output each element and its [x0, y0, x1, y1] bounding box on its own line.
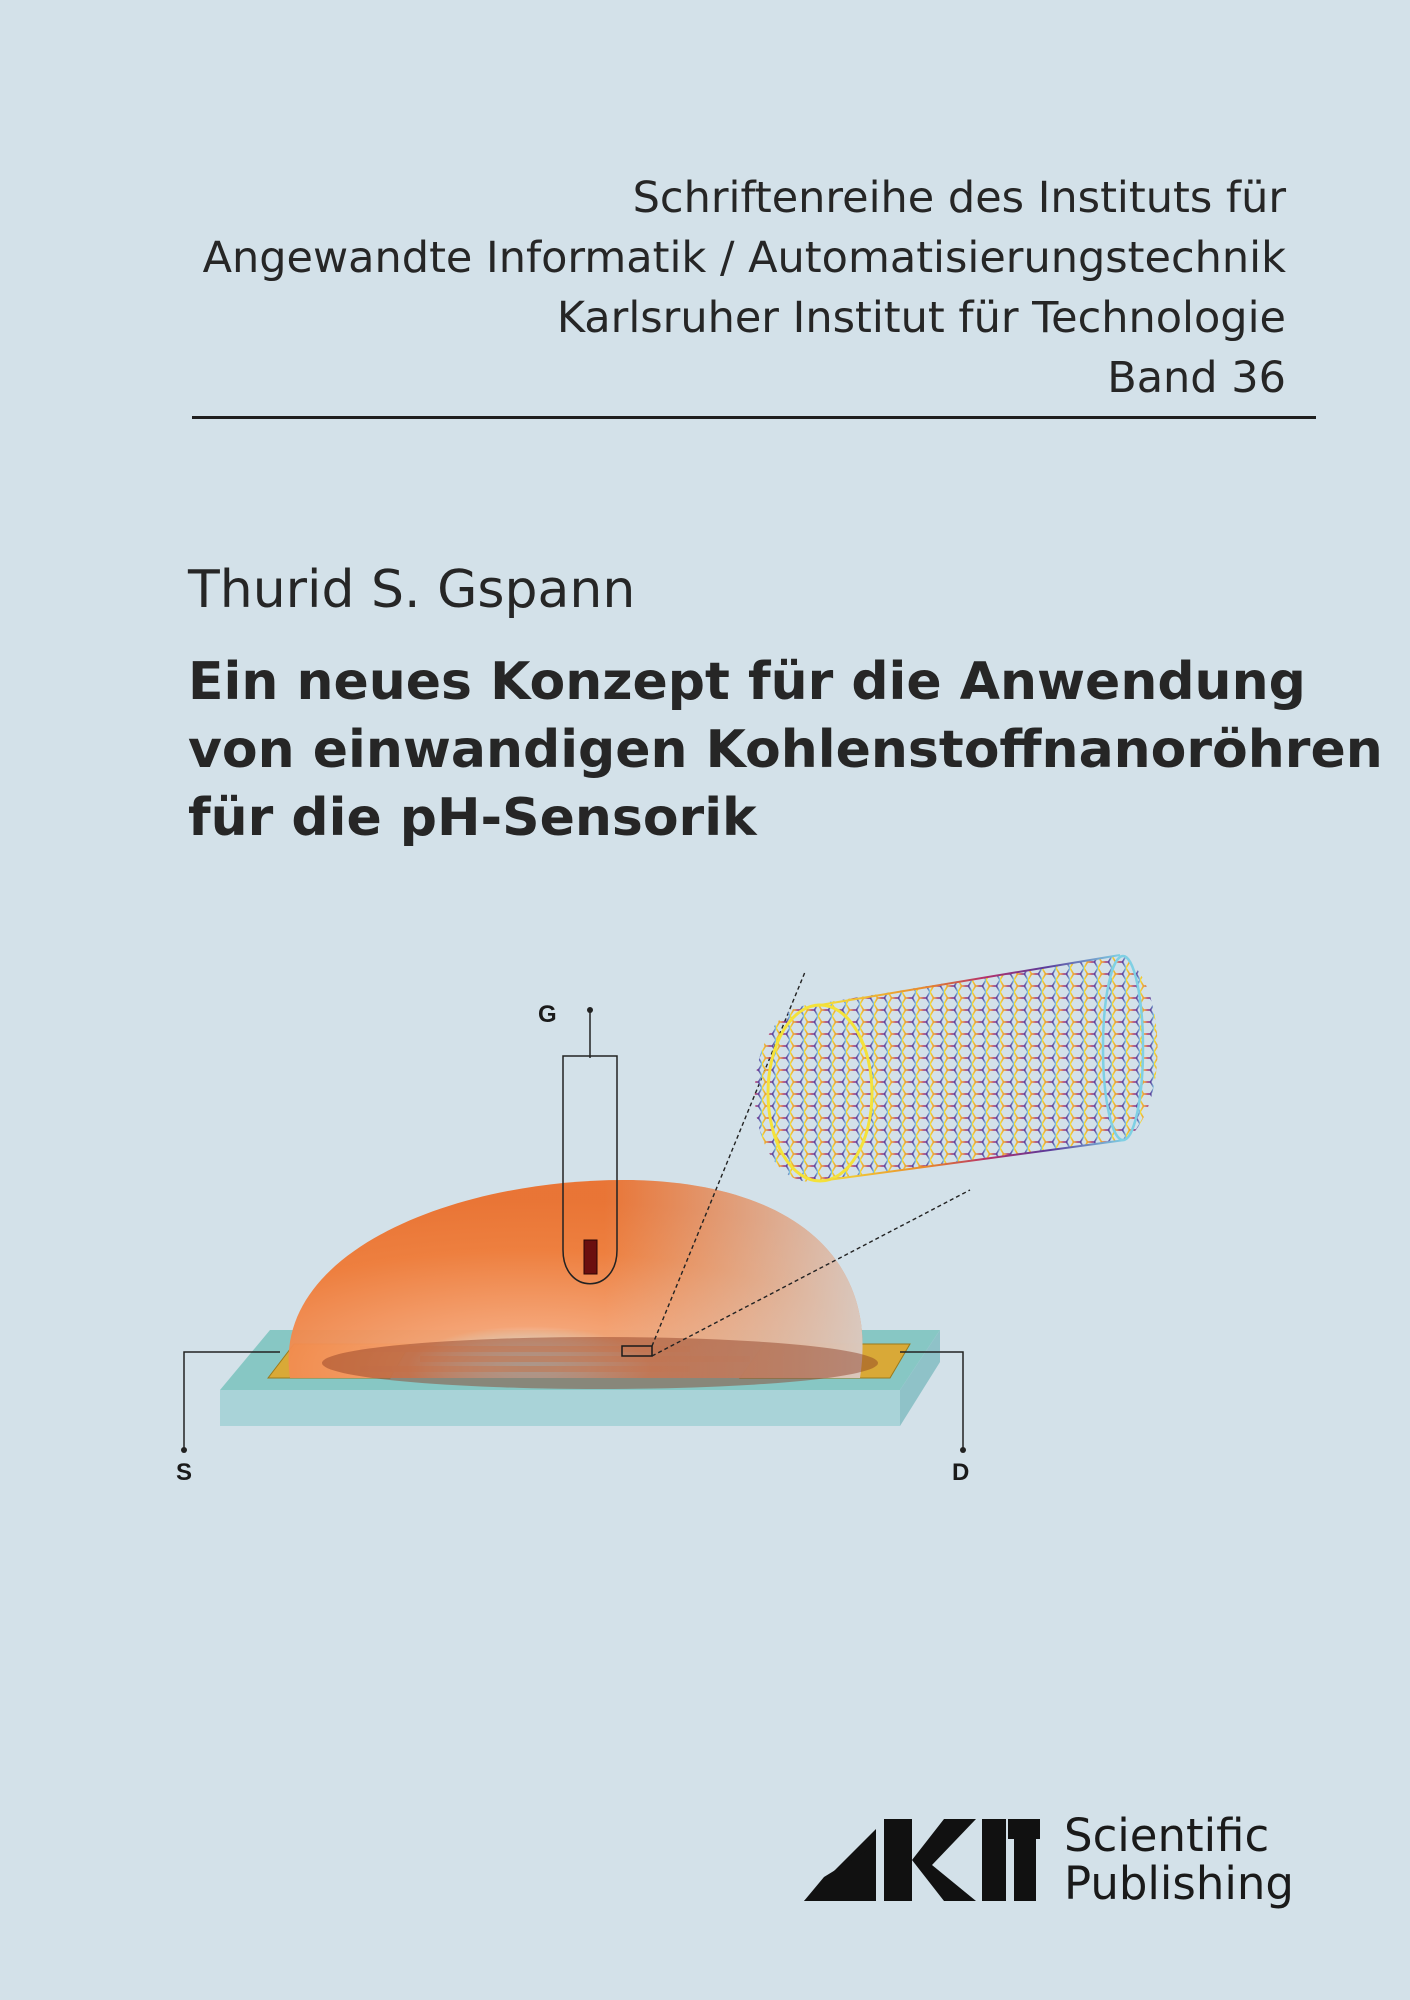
series-line-1: Schriftenreihe des Instituts für: [632, 173, 1286, 223]
nanotube-illustration: [750, 950, 1170, 1190]
book-title: [188, 648, 1383, 852]
title-line-2: von einwandigen Kohlenstoffnanoröhren: [188, 720, 1383, 780]
publisher-line-1: Scientific: [1064, 1809, 1270, 1862]
divider-line: [192, 416, 1316, 419]
gate-electrode-tip: [584, 1240, 597, 1274]
kit-logo: [804, 1815, 1040, 1905]
title-line-3: für die pH-Sensorik: [188, 788, 757, 848]
substrate-front: [220, 1390, 900, 1426]
droplet-footprint: [322, 1337, 878, 1389]
source-dot: [181, 1447, 187, 1453]
series-line-3: Karlsruher Institut für Technologie: [556, 293, 1286, 343]
gate-label: G: [538, 1001, 557, 1028]
series-line-2: Angewandte Informatik / Automatisierungstechnik: [202, 233, 1286, 283]
author-name: Thurid S. Gspann: [188, 560, 636, 620]
source-label: S: [176, 1459, 193, 1486]
gate-dot: [587, 1007, 593, 1013]
drain-label: D: [952, 1459, 970, 1486]
drain-dot: [960, 1447, 966, 1453]
publisher-name: [1064, 1809, 1294, 1910]
sensor-figure: [160, 950, 1170, 1490]
series-volume: Band 36: [1107, 353, 1286, 403]
series-info: [203, 168, 1286, 408]
publisher-line-2: Publishing: [1064, 1857, 1294, 1910]
title-line-1: Ein neues Konzept für die Anwendung: [188, 652, 1306, 712]
